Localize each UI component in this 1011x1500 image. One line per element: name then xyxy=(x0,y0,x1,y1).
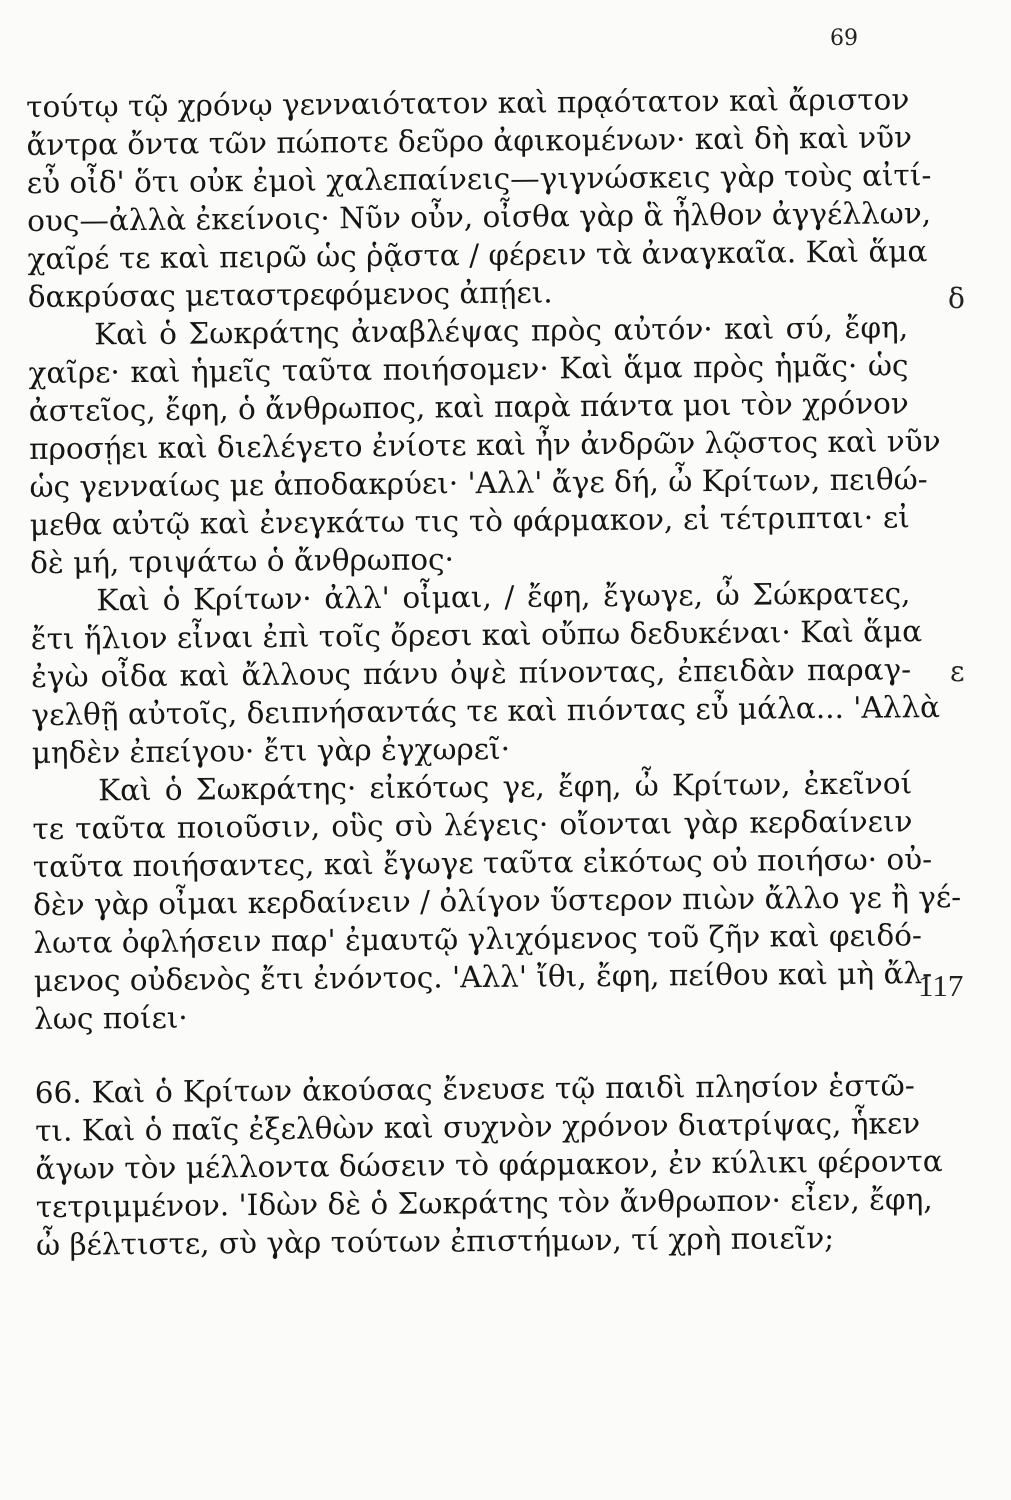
text-line: προσῄει καὶ διελέγετο ἐνίοτε καὶ ἦν ἀνδρῶν λῷστος καὶ νῦν xyxy=(29,424,941,466)
margin-marker-delta: δ xyxy=(948,282,965,315)
text-line: τε ταῦτα ποιοῦσιν, οὓς σὺ λέγεις· οἴονται γὰρ κερδαίνειν xyxy=(32,804,913,846)
text-line: χαῖρέ τε καὶ πειρῶ ὡς ῥᾷστα / φέρειν τὰ ἀναγκαῖα. Καὶ ἅμα xyxy=(27,234,928,276)
text-line: εὖ οἶδ' ὅτι οὐκ ἐμοὶ χαλεπαίνεις—γιγνώσκεις γὰρ τοὺς αἰτί- xyxy=(26,158,932,200)
text-line: 66. Καὶ ὁ Κρίτων ἀκούσας ἔνευσε τῷ παιδὶ πλησίον ἑστῶ- xyxy=(34,1068,915,1110)
text-line: χαῖρε· καὶ ἡμεῖς ταῦτα ποιήσομεν· Καὶ ἅμα πρὸς ἡμᾶς· ὡς xyxy=(28,348,909,390)
text-line: μεθα αὐτῷ καὶ ἐνεγκάτω τις τὸ φάρμακον, εἰ τέτριπται· εἰ xyxy=(29,500,910,542)
text-line: δακρύσας μεταστρεφόμενος ἀπῄει. xyxy=(27,275,553,314)
text-line: μηδὲν ἐπείγου· ἔτι γὰρ ἐγχωρεῖ· xyxy=(31,731,511,770)
page-number: 69 xyxy=(830,26,858,51)
text-line: δὲν γὰρ οἶμαι κερδαίνειν / ὀλίγον ὕστερον πιὼν ἄλλο γε ἢ γέ- xyxy=(32,879,962,922)
text-line: ἐγὼ οἶδα καὶ ἄλλους πάνυ ὀψὲ πίνοντας, ἐπειδὰν παραγ- xyxy=(30,652,912,694)
text-line: ους—ἀλλὰ ἐκείνοις· Νῦν οὖν, οἶσθα γὰρ ἃ ἦλθον ἀγγέλλων, xyxy=(27,196,932,238)
text-line: Καὶ ὁ Κρίτων· ἀλλ' οἶμαι, / ἔφη, ἔγωγε, ὦ Σώκρατες, xyxy=(96,576,911,618)
text-line: τετριμμένον. 'Ιδὼν δὲ ὁ Σωκράτης τὸν ἄνθρωπον· εἶεν, ἔφη, xyxy=(35,1182,933,1224)
text-line: μενος οὐδενὸς ἔτι ἐνόντος. 'Αλλ' ἴθι, ἔφη, πείθου καὶ μὴ ἄλ- xyxy=(33,956,933,998)
text-line: Καὶ ὁ Σωκράτης ἀναβλέψας πρὸς αὐτόν· καὶ σύ, ἔφη, xyxy=(94,310,909,352)
text-line: ἄντρα ὄντα τῶν πώποτε δεῦρο ἀφικομένων· καὶ δὴ καὶ νῦν xyxy=(26,120,913,162)
margin-marker-epsilon: ε xyxy=(950,655,965,688)
text-line: ταῦτα ποιήσαντες, καὶ ἔγωγε ταῦτα εἰκότως οὐ ποιήσω· οὐ- xyxy=(32,842,933,884)
text-line: ὡς γενναίως με ἀποδακρύει· 'Αλλ' ἄγε δή, ὦ Κρίτων, πειθώ- xyxy=(29,462,928,504)
margin-stephanus-number: 117 xyxy=(918,968,964,1003)
text-line: ὦ βέλτιστε, σὺ γὰρ τούτων ἐπιστήμων, τί χρὴ ποιεῖν; xyxy=(35,1220,835,1262)
text-line: λως ποίει· xyxy=(33,1000,188,1036)
text-line: τι. Καὶ ὁ παῖς ἐξελθὼν καὶ συχνὸν χρόνον διατρίψας, ἧκεν xyxy=(34,1106,921,1148)
text-line: ἀστεῖος, ἔφη, ὁ ἄνθρωπος, καὶ παρὰ πάντα μοι τὸν χρόνον xyxy=(28,386,909,428)
text-line: δὲ μή, τριψάτω ὁ ἄνθρωπος· xyxy=(29,542,455,580)
text-line: ἔτι ἥλιον εἶναι ἐπὶ τοῖς ὄρεσι καὶ οὔπω δεδυκέναι· Καὶ ἅμα xyxy=(30,614,923,656)
text-line: λωτα ὀφλήσειν παρ' ἐμαυτῷ γλιχόμενος τοῦ ζῆν καὶ φειδό- xyxy=(33,918,923,960)
text-line: τούτῳ τῷ χρόνῳ γενναιότατον καὶ πρᾳότατον καὶ ἄριστον xyxy=(26,82,910,124)
text-line: ἄγων τὸν μέλλοντα δώσειν τὸ φάρμακον, ἐν κύλικι φέροντα xyxy=(35,1144,943,1186)
text-line: Καὶ ὁ Σωκράτης· εἰκότως γε, ἔφη, ὦ Κρίτων, ἐκεῖνοί xyxy=(97,766,913,808)
text-line: γελθῇ αὐτοῖς, δειπνήσαντάς τε καὶ πιόντας εὖ μάλα... 'Αλλὰ xyxy=(31,690,941,732)
